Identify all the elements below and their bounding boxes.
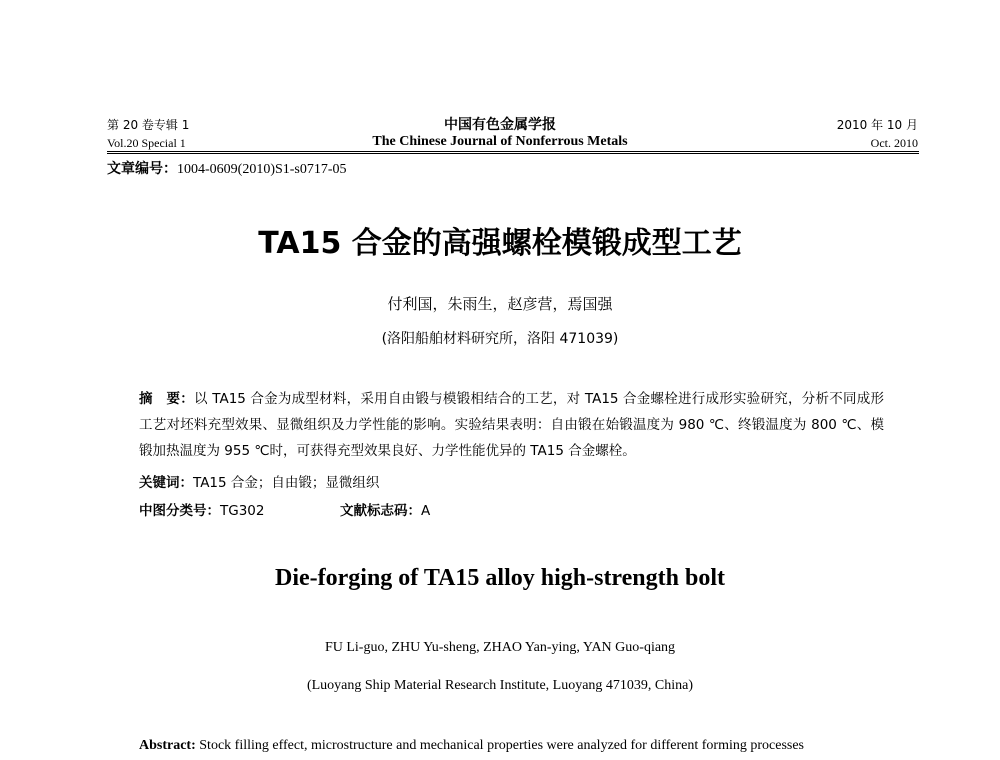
abstract-cn-text: 以 TA15 合金为成型材料，采用自由锻与模锻相结合的工艺，对 TA15 合金螺栓进行成形实验研究，分析不同成形工艺对坯料充型效果、显微组织及力学性能的影响。实验结果表明：自由锻在始锻温度为 980 ℃、终锻温度为 800 ℃、模锻加热温度为 955 ℃时，可获得充型效果良好、力学性能优异的 TA15 合金螺栓。 [139, 391, 885, 459]
article-number-value: 1004-0609(2010)S1-s0717-05 [177, 162, 347, 177]
page-title-en: Die-forging of TA15 alloy high-strength bolt [274, 565, 725, 591]
authors-cn: 付利国，朱雨生，赵彦营，焉国强 [387, 295, 613, 313]
document-code-value: A [421, 503, 431, 519]
header-journal-en: The Chinese Journal of Nonferrous Metals [372, 134, 628, 149]
abstract-en [139, 738, 804, 754]
header-journal-cn: 中国有色金属学报 [444, 117, 556, 133]
page-title-cn: TA15 合金的高强螺栓模锻成型工艺 [258, 226, 742, 261]
affiliation-en: (Luoyang Ship Material Research Institute, Luoyang 471039, China) [306, 678, 694, 693]
header-date-en: Oct. 2010 [870, 136, 918, 150]
header-volume-cn: 第 20 卷专辑 1 [107, 118, 190, 132]
header-volume-en: Vol.20 Special 1 [107, 136, 186, 150]
keywords-cn-text: TA15 合金；自由锻；显微组织 [193, 475, 380, 491]
abstract-cn [139, 386, 884, 464]
keywords-cn-label: 关键词： [139, 475, 193, 491]
abstract-en-label: Abstract: [139, 738, 196, 753]
header-rule-upper [107, 151, 919, 152]
document-code-label: 文献标志码： [340, 503, 421, 519]
article-number [107, 158, 347, 178]
header-date-cn: 2010 年 10 月 [836, 118, 918, 132]
abstract-en-text: Stock filling effect, microstructure and mechanical properties were analyzed for different forming processes [199, 738, 805, 753]
document-code [340, 499, 430, 519]
abstract-cn-label: 摘 要： [139, 391, 194, 407]
classification-number [139, 499, 264, 519]
authors-en: FU Li-guo, ZHU Yu-sheng, ZHAO Yan-ying, YAN Guo-qiang [324, 640, 676, 655]
affiliation-cn: (洛阳船舶材料研究所，洛阳 471039) [381, 331, 619, 347]
classification-value: TG302 [220, 503, 265, 519]
classification-label: 中图分类号： [139, 503, 220, 519]
article-number-label: 文章编号： [107, 161, 177, 177]
header-rule-lower [107, 153, 919, 154]
keywords-cn [139, 471, 379, 491]
